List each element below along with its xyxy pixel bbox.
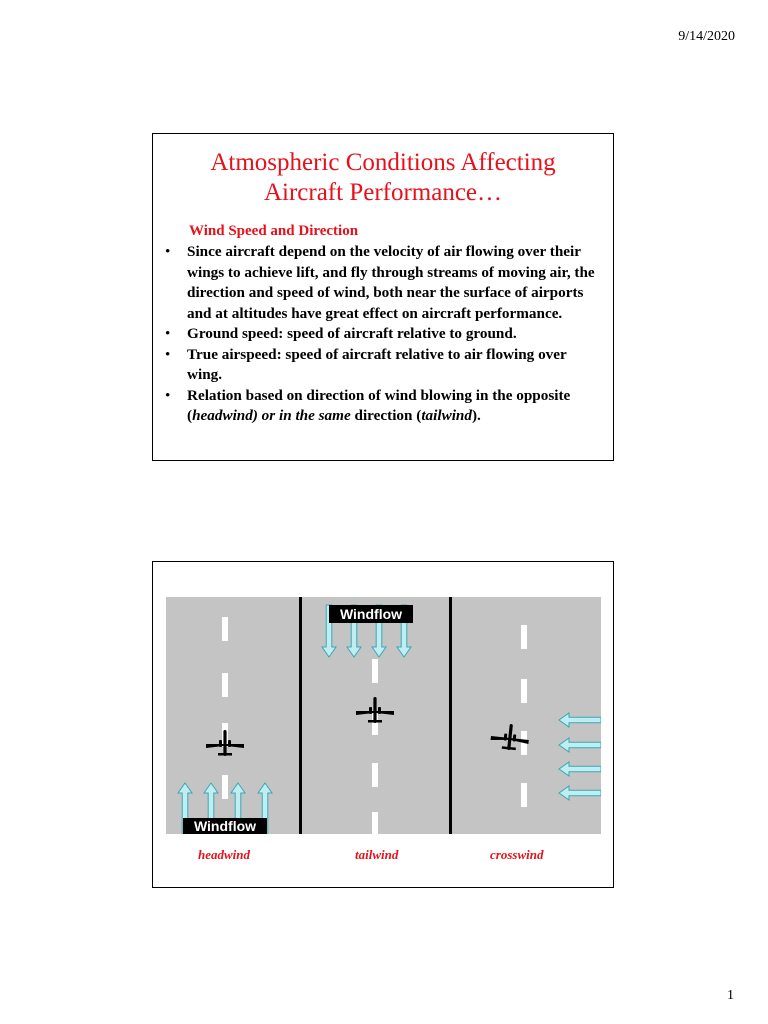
slide-subtitle: Wind Speed and Direction (189, 223, 359, 239)
print-date: 9/14/2020 (678, 29, 735, 44)
headwind-term: headwind (192, 407, 253, 424)
relation-text-3: direction ( (350, 407, 422, 424)
bullet-text: Since aircraft depend on the velocity of air flowing over their wings to achieve lift, and fly through streams of moving air, the direction and speed of wind, both near the surface of airports and at altitudes have great effect on aircraft performance. (187, 243, 595, 322)
slide-wind-figure (152, 561, 614, 888)
slide-wind-speed-direction (152, 133, 614, 461)
bullet-text-relation (187, 387, 570, 425)
bullet-dot: • (165, 345, 171, 363)
windflow-label-headwind (183, 818, 267, 834)
tailwind-term: tailwind (421, 407, 472, 424)
page-number: 1 (727, 988, 734, 1003)
caption-headwind: headwind (198, 847, 251, 862)
title-line-2: Aircraft Performance… (263, 179, 503, 206)
bullet-text: Ground speed: speed of aircraft relative to ground. (187, 325, 517, 342)
bullet-item (165, 324, 605, 345)
runway-divider (449, 597, 452, 834)
runway-divider (299, 597, 302, 834)
runway-surface (166, 597, 601, 834)
title-line-1: Atmospheric Conditions Affecting (210, 149, 556, 176)
windflow-text: Windflow (193, 818, 257, 834)
caption-crosswind: crosswind (490, 847, 544, 862)
slide-title (153, 148, 613, 208)
bullet-text: True airspeed: speed of aircraft relative to air flowing over wing. (187, 345, 567, 383)
relation-text-2: ) or in the same (252, 407, 351, 424)
bullet-dot: • (165, 386, 171, 404)
bullet-item (165, 242, 605, 324)
relation-text-4: ). (471, 407, 481, 424)
bullet-list (153, 242, 613, 427)
caption-tailwind: tailwind (355, 847, 399, 862)
bullet-dot: • (165, 325, 171, 342)
relation-text-1: Relation based on direction of wind blowing in the opposite ( (187, 386, 571, 424)
runway-wind-diagram (166, 597, 601, 834)
windflow-label-tailwind (329, 605, 413, 623)
bullet-dot: • (165, 243, 171, 260)
bullet-item (165, 386, 605, 427)
windflow-text: Windflow (339, 606, 403, 622)
bullet-item (165, 345, 605, 386)
